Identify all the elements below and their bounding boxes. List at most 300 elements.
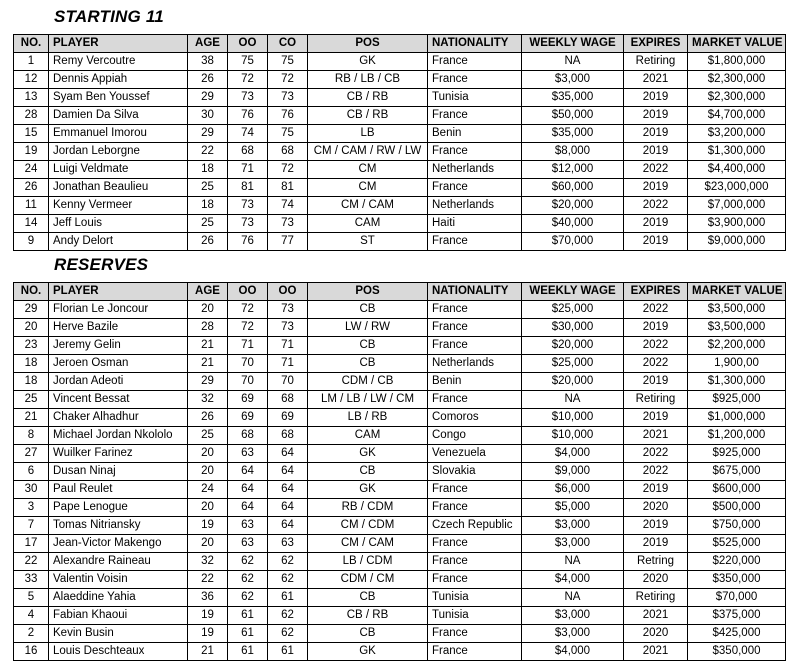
cell-co: 76 (268, 107, 308, 125)
cell-nationality: France (428, 233, 522, 251)
cell-overall: 76 (228, 233, 268, 251)
cell-player: Jeremy Gelin (49, 337, 188, 355)
cell-weekly-wage: $3,000 (522, 625, 624, 643)
cell-overall: 64 (228, 499, 268, 517)
cell-position: CM / CDM (308, 517, 428, 535)
cell-nationality: Venezuela (428, 445, 522, 463)
cell-expires: 2022 (624, 197, 688, 215)
cell-number: 33 (14, 571, 49, 589)
reserves-table (13, 282, 786, 661)
cell-position: CB (308, 337, 428, 355)
cell-nationality: Congo (428, 427, 522, 445)
table-row (14, 107, 786, 125)
cell-age: 18 (188, 161, 228, 179)
cell-co: 73 (268, 301, 308, 319)
cell-market-value: $4,400,000 (688, 161, 786, 179)
cell-age: 32 (188, 553, 228, 571)
cell-expires: 2019 (624, 481, 688, 499)
cell-number: 24 (14, 161, 49, 179)
cell-number: 25 (14, 391, 49, 409)
cell-age: 22 (188, 143, 228, 161)
cell-expires: 2020 (624, 499, 688, 517)
cell-number: 28 (14, 107, 49, 125)
cell-weekly-wage: $8,000 (522, 143, 624, 161)
cell-expires: 2022 (624, 445, 688, 463)
cell-age: 26 (188, 409, 228, 427)
cell-expires: 2021 (624, 427, 688, 445)
cell-market-value: $925,000 (688, 391, 786, 409)
table-row (14, 607, 786, 625)
cell-weekly-wage: $5,000 (522, 499, 624, 517)
cell-weekly-wage: $70,000 (522, 233, 624, 251)
cell-age: 22 (188, 571, 228, 589)
cell-number: 6 (14, 463, 49, 481)
table-row (14, 589, 786, 607)
table-row (14, 499, 786, 517)
column-header-nationality: NATIONALITY (428, 35, 522, 53)
cell-overall: 62 (228, 553, 268, 571)
cell-market-value: $2,300,000 (688, 71, 786, 89)
cell-market-value: $350,000 (688, 571, 786, 589)
table-row (14, 53, 786, 71)
cell-market-value: $1,000,000 (688, 409, 786, 427)
cell-expires: 2019 (624, 319, 688, 337)
cell-player: Syam Ben Youssef (49, 89, 188, 107)
column-header-number: NO. (14, 35, 49, 53)
cell-player: Paul Reulet (49, 481, 188, 499)
cell-co: 62 (268, 571, 308, 589)
cell-player: Tomas Nitriansky (49, 517, 188, 535)
cell-overall: 61 (228, 625, 268, 643)
table-row (14, 197, 786, 215)
cell-co: 62 (268, 607, 308, 625)
cell-co: 62 (268, 625, 308, 643)
cell-weekly-wage: $20,000 (522, 197, 624, 215)
cell-number: 29 (14, 301, 49, 319)
cell-expires: Retiring (624, 589, 688, 607)
table-row (14, 233, 786, 251)
table-row (14, 643, 786, 661)
cell-position: LM / LB / LW / CM (308, 391, 428, 409)
cell-number: 5 (14, 589, 49, 607)
cell-age: 20 (188, 499, 228, 517)
cell-overall: 73 (228, 197, 268, 215)
cell-market-value: $425,000 (688, 625, 786, 643)
table-row (14, 161, 786, 179)
cell-age: 24 (188, 481, 228, 499)
cell-nationality: France (428, 319, 522, 337)
cell-position: GK (308, 53, 428, 71)
cell-position: RB / LB / CB (308, 71, 428, 89)
cell-overall: 63 (228, 445, 268, 463)
cell-overall: 63 (228, 517, 268, 535)
cell-player: Jonathan Beaulieu (49, 179, 188, 197)
cell-position: CB (308, 589, 428, 607)
cell-weekly-wage: $10,000 (522, 427, 624, 445)
cell-expires: 2022 (624, 337, 688, 355)
cell-player: Valentin Voisin (49, 571, 188, 589)
cell-co: 70 (268, 373, 308, 391)
cell-player: Emmanuel Imorou (49, 125, 188, 143)
cell-market-value: $23,000,000 (688, 179, 786, 197)
cell-weekly-wage: $3,000 (522, 517, 624, 535)
cell-nationality: France (428, 179, 522, 197)
cell-expires: 2019 (624, 179, 688, 197)
table-row (14, 71, 786, 89)
cell-weekly-wage: $10,000 (522, 409, 624, 427)
column-header-overall: OO (228, 35, 268, 53)
cell-co: 68 (268, 143, 308, 161)
cell-player: Dennis Appiah (49, 71, 188, 89)
cell-weekly-wage: $35,000 (522, 125, 624, 143)
cell-player: Alexandre Raineau (49, 553, 188, 571)
cell-number: 13 (14, 89, 49, 107)
cell-weekly-wage: NA (522, 391, 624, 409)
cell-expires: 2019 (624, 215, 688, 233)
cell-position: GK (308, 643, 428, 661)
cell-player: Vincent Bessat (49, 391, 188, 409)
cell-number: 3 (14, 499, 49, 517)
starting-11-table (13, 34, 786, 251)
cell-weekly-wage: $4,000 (522, 571, 624, 589)
cell-co: 71 (268, 337, 308, 355)
cell-market-value: $9,000,000 (688, 233, 786, 251)
column-header-market-value: MARKET VALUE (688, 283, 786, 301)
cell-market-value: $3,500,000 (688, 319, 786, 337)
cell-co: 68 (268, 391, 308, 409)
cell-weekly-wage: $4,000 (522, 643, 624, 661)
cell-number: 8 (14, 427, 49, 445)
cell-expires: 2021 (624, 71, 688, 89)
cell-expires: 2019 (624, 125, 688, 143)
cell-market-value: $7,000,000 (688, 197, 786, 215)
cell-nationality: Czech Republic (428, 517, 522, 535)
cell-market-value: 1,900,00 (688, 355, 786, 373)
cell-nationality: France (428, 625, 522, 643)
cell-number: 12 (14, 71, 49, 89)
cell-age: 26 (188, 71, 228, 89)
cell-expires: Retiring (624, 391, 688, 409)
cell-weekly-wage: $20,000 (522, 373, 624, 391)
table-row (14, 89, 786, 107)
column-header-market-value: MARKET VALUE (688, 35, 786, 53)
cell-age: 38 (188, 53, 228, 71)
table-row (14, 409, 786, 427)
cell-weekly-wage: $4,000 (522, 445, 624, 463)
cell-number: 9 (14, 233, 49, 251)
cell-expires: 2022 (624, 161, 688, 179)
cell-weekly-wage: $25,000 (522, 301, 624, 319)
column-header-expires: EXPIRES (624, 283, 688, 301)
cell-market-value: $2,200,000 (688, 337, 786, 355)
cell-market-value: $1,300,000 (688, 373, 786, 391)
table-row (14, 337, 786, 355)
cell-overall: 64 (228, 463, 268, 481)
starting-11-title: STARTING 11 (54, 7, 164, 26)
cell-position: RB / CDM (308, 499, 428, 517)
cell-player: Jeroen Osman (49, 355, 188, 373)
cell-nationality: Haiti (428, 215, 522, 233)
cell-overall: 70 (228, 355, 268, 373)
cell-overall: 72 (228, 301, 268, 319)
cell-nationality: France (428, 391, 522, 409)
cell-expires: 2021 (624, 607, 688, 625)
cell-co: 72 (268, 161, 308, 179)
table-row (14, 481, 786, 499)
cell-position: CM (308, 179, 428, 197)
cell-position: CB (308, 463, 428, 481)
cell-expires: 2021 (624, 643, 688, 661)
cell-nationality: France (428, 553, 522, 571)
cell-market-value: $350,000 (688, 643, 786, 661)
cell-co: 64 (268, 499, 308, 517)
cell-nationality: France (428, 499, 522, 517)
cell-nationality: France (428, 535, 522, 553)
cell-position: CDM / CB (308, 373, 428, 391)
table-row (14, 125, 786, 143)
cell-co: 74 (268, 197, 308, 215)
cell-player: Kevin Busin (49, 625, 188, 643)
cell-player: Wuilker Farinez (49, 445, 188, 463)
cell-number: 11 (14, 197, 49, 215)
cell-position: GK (308, 481, 428, 499)
cell-market-value: $600,000 (688, 481, 786, 499)
column-header-overall: OO (228, 283, 268, 301)
cell-number: 18 (14, 373, 49, 391)
column-header-nationality: NATIONALITY (428, 283, 522, 301)
cell-market-value: $220,000 (688, 553, 786, 571)
cell-age: 20 (188, 445, 228, 463)
cell-co: 64 (268, 445, 308, 463)
cell-age: 20 (188, 535, 228, 553)
cell-nationality: France (428, 71, 522, 89)
cell-market-value: $1,200,000 (688, 427, 786, 445)
cell-age: 19 (188, 517, 228, 535)
table-row (14, 391, 786, 409)
cell-expires: 2019 (624, 89, 688, 107)
cell-age: 20 (188, 301, 228, 319)
cell-co: 61 (268, 589, 308, 607)
cell-age: 29 (188, 89, 228, 107)
cell-weekly-wage: $30,000 (522, 319, 624, 337)
cell-expires: 2019 (624, 409, 688, 427)
cell-player: Florian Le Joncour (49, 301, 188, 319)
table-row (14, 179, 786, 197)
cell-nationality: Comoros (428, 409, 522, 427)
cell-nationality: France (428, 571, 522, 589)
cell-co: 62 (268, 553, 308, 571)
cell-nationality: Tunisia (428, 607, 522, 625)
table-row (14, 517, 786, 535)
cell-position: CB (308, 625, 428, 643)
cell-co: 64 (268, 517, 308, 535)
cell-position: CB / RB (308, 607, 428, 625)
cell-player: Luigi Veldmate (49, 161, 188, 179)
cell-overall: 69 (228, 409, 268, 427)
cell-number: 26 (14, 179, 49, 197)
cell-position: CB (308, 301, 428, 319)
cell-co: 68 (268, 427, 308, 445)
cell-position: LB / CDM (308, 553, 428, 571)
cell-age: 21 (188, 643, 228, 661)
cell-expires: 2022 (624, 463, 688, 481)
cell-expires: Retiring (624, 53, 688, 71)
cell-co: 71 (268, 355, 308, 373)
cell-market-value: $1,800,000 (688, 53, 786, 71)
table-row (14, 319, 786, 337)
cell-number: 1 (14, 53, 49, 71)
cell-nationality: France (428, 53, 522, 71)
cell-position: CM (308, 161, 428, 179)
cell-nationality: France (428, 643, 522, 661)
cell-overall: 63 (228, 535, 268, 553)
cell-nationality: France (428, 481, 522, 499)
cell-expires: 2019 (624, 107, 688, 125)
cell-co: 81 (268, 179, 308, 197)
cell-overall: 72 (228, 319, 268, 337)
cell-age: 21 (188, 355, 228, 373)
cell-market-value: $3,200,000 (688, 125, 786, 143)
cell-player: Alaeddine Yahia (49, 589, 188, 607)
cell-market-value: $2,300,000 (688, 89, 786, 107)
cell-weekly-wage: $50,000 (522, 107, 624, 125)
cell-co: 73 (268, 89, 308, 107)
cell-co: 69 (268, 409, 308, 427)
cell-player: Michael Jordan Nkololo (49, 427, 188, 445)
cell-co: 73 (268, 215, 308, 233)
cell-weekly-wage: $3,000 (522, 71, 624, 89)
column-header-position: POS (308, 35, 428, 53)
cell-overall: 73 (228, 89, 268, 107)
cell-weekly-wage: $6,000 (522, 481, 624, 499)
cell-weekly-wage: NA (522, 553, 624, 571)
cell-player: Jeff Louis (49, 215, 188, 233)
column-header-expires: EXPIRES (624, 35, 688, 53)
cell-overall: 75 (228, 53, 268, 71)
cell-age: 25 (188, 427, 228, 445)
cell-nationality: France (428, 337, 522, 355)
cell-expires: 2020 (624, 625, 688, 643)
cell-player: Kenny Vermeer (49, 197, 188, 215)
table-row (14, 625, 786, 643)
column-header-co: CO (268, 35, 308, 53)
cell-expires: 2022 (624, 301, 688, 319)
cell-number: 16 (14, 643, 49, 661)
cell-position: ST (308, 233, 428, 251)
cell-number: 4 (14, 607, 49, 625)
cell-co: 75 (268, 53, 308, 71)
cell-number: 30 (14, 481, 49, 499)
cell-overall: 62 (228, 589, 268, 607)
cell-player: Jean-Victor Makengo (49, 535, 188, 553)
cell-overall: 72 (228, 71, 268, 89)
cell-market-value: $1,300,000 (688, 143, 786, 161)
cell-co: 75 (268, 125, 308, 143)
cell-position: LW / RW (308, 319, 428, 337)
cell-expires: 2019 (624, 517, 688, 535)
cell-age: 26 (188, 233, 228, 251)
cell-co: 64 (268, 463, 308, 481)
cell-player: Jordan Adeoti (49, 373, 188, 391)
cell-age: 25 (188, 179, 228, 197)
cell-position: CAM (308, 215, 428, 233)
cell-overall: 73 (228, 215, 268, 233)
cell-number: 21 (14, 409, 49, 427)
cell-number: 2 (14, 625, 49, 643)
cell-weekly-wage: $40,000 (522, 215, 624, 233)
cell-co: 77 (268, 233, 308, 251)
cell-nationality: France (428, 301, 522, 319)
cell-expires: 2019 (624, 535, 688, 553)
cell-nationality: Benin (428, 373, 522, 391)
table-row (14, 553, 786, 571)
cell-weekly-wage: $60,000 (522, 179, 624, 197)
cell-player: Herve Bazile (49, 319, 188, 337)
table-row (14, 301, 786, 319)
cell-player: Chaker Alhadhur (49, 409, 188, 427)
column-header-age: AGE (188, 283, 228, 301)
table-row (14, 445, 786, 463)
cell-age: 18 (188, 197, 228, 215)
table-row (14, 373, 786, 391)
cell-nationality: Tunisia (428, 89, 522, 107)
cell-position: LB (308, 125, 428, 143)
cell-position: CDM / CM (308, 571, 428, 589)
cell-nationality: Tunisia (428, 589, 522, 607)
cell-co: 64 (268, 481, 308, 499)
cell-number: 27 (14, 445, 49, 463)
cell-weekly-wage: $35,000 (522, 89, 624, 107)
header-row (14, 35, 786, 53)
cell-overall: 61 (228, 643, 268, 661)
cell-number: 15 (14, 125, 49, 143)
cell-overall: 68 (228, 143, 268, 161)
cell-weekly-wage: $12,000 (522, 161, 624, 179)
cell-nationality: Slovakia (428, 463, 522, 481)
cell-age: 28 (188, 319, 228, 337)
cell-market-value: $525,000 (688, 535, 786, 553)
cell-age: 25 (188, 215, 228, 233)
cell-player: Pape Lenogue (49, 499, 188, 517)
cell-number: 7 (14, 517, 49, 535)
cell-weekly-wage: $25,000 (522, 355, 624, 373)
cell-player: Fabian Khaoui (49, 607, 188, 625)
cell-nationality: Netherlands (428, 161, 522, 179)
cell-weekly-wage: $20,000 (522, 337, 624, 355)
cell-age: 21 (188, 337, 228, 355)
column-header-number: NO. (14, 283, 49, 301)
cell-market-value: $375,000 (688, 607, 786, 625)
column-header-co: OO (268, 283, 308, 301)
cell-player: Remy Vercoutre (49, 53, 188, 71)
cell-nationality: Benin (428, 125, 522, 143)
cell-age: 36 (188, 589, 228, 607)
cell-nationality: Netherlands (428, 355, 522, 373)
cell-overall: 70 (228, 373, 268, 391)
cell-co: 61 (268, 643, 308, 661)
cell-age: 29 (188, 373, 228, 391)
cell-nationality: Netherlands (428, 197, 522, 215)
cell-market-value: $925,000 (688, 445, 786, 463)
cell-position: LB / RB (308, 409, 428, 427)
cell-position: CB / RB (308, 107, 428, 125)
cell-number: 19 (14, 143, 49, 161)
cell-weekly-wage: $3,000 (522, 607, 624, 625)
cell-overall: 71 (228, 337, 268, 355)
cell-player: Jordan Leborgne (49, 143, 188, 161)
cell-overall: 62 (228, 571, 268, 589)
cell-position: CM / CAM / RW / LW (308, 143, 428, 161)
